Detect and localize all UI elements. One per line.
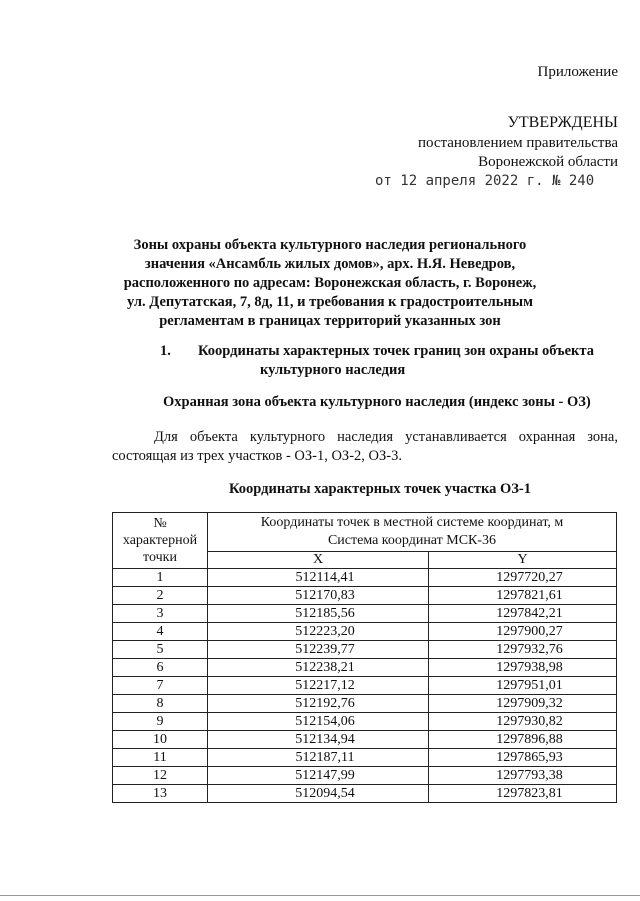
- table-row: 9 512154,06 1297930,82: [113, 713, 617, 731]
- zone-title: Охранная зона объекта культурного наследия (индекс зоны - ОЗ): [163, 394, 591, 410]
- section-title-line-2: культурного наследия: [260, 362, 406, 378]
- table-row: 2 512170,83 1297821,61: [113, 587, 617, 605]
- coordinates-header: Координаты точек в местной системе координат, м Система координат МСК-36: [208, 513, 617, 552]
- decree-line-2: Воронежской области: [478, 154, 618, 170]
- document-title: [60, 236, 600, 331]
- decree-date-stamp: от 12 апреля 2022 г. № 240: [375, 173, 595, 189]
- table-row: 10 512134,94 1297896,88: [113, 731, 617, 749]
- point-number-header: № характерной точки: [113, 513, 208, 569]
- appendix-label: Приложение: [537, 64, 618, 80]
- table-row: 7 512217,12 1297951,01: [113, 677, 617, 695]
- table-row: 4 512223,20 1297900,27: [113, 623, 617, 641]
- table-row: 3 512185,56 1297842,21: [113, 605, 617, 623]
- table-row: 8 512192,76 1297909,32: [113, 695, 617, 713]
- paragraph-line-2: состоящая из трех участков - ОЗ-1, ОЗ-2, ОЗ-3.: [112, 448, 402, 464]
- body-paragraph: [112, 428, 618, 466]
- table-row: 13 512094,54 1297823,81: [113, 785, 617, 803]
- title-line: регламентам в границах территорий указанных зон: [159, 313, 501, 329]
- table-row: 6 512238,21 1297938,98: [113, 659, 617, 677]
- table-row: 1 512114,41 1297720,27: [113, 569, 617, 587]
- title-line: ул. Депутатская, 7, 8д, 11, и требования к градостроительным: [127, 294, 533, 310]
- title-line: Зоны охраны объекта культурного наследия регионального: [133, 237, 527, 253]
- coordinates-table: [112, 512, 617, 803]
- title-line: значения «Ансамбль жилых домов», арх. Н.Я. Неведров,: [144, 256, 516, 272]
- table-row: 5 512239,77 1297932,76: [113, 641, 617, 659]
- section-title-line-1: Координаты характерных точек границ зон охраны объекта: [198, 343, 594, 359]
- section-number: 1.: [160, 343, 171, 359]
- title-line: расположенного по адресам: Воронежская область, г. Воронеж,: [123, 275, 537, 291]
- approved-heading: УТВЕРЖДЕНЫ: [507, 114, 618, 131]
- paragraph-line-1: Для объекта культурного наследия устанавливается охранная зона,: [154, 429, 618, 445]
- table-caption: Координаты характерных точек участка ОЗ-1: [229, 481, 531, 497]
- x-column-header: X: [208, 552, 429, 569]
- table-row: 11 512187,11 1297865,93: [113, 749, 617, 767]
- decree-line-1: постановлением правительства: [417, 135, 618, 151]
- page-bottom-edge: [0, 895, 640, 896]
- y-column-header: Y: [429, 552, 617, 569]
- table-row: 12 512147,99 1297793,38: [113, 767, 617, 785]
